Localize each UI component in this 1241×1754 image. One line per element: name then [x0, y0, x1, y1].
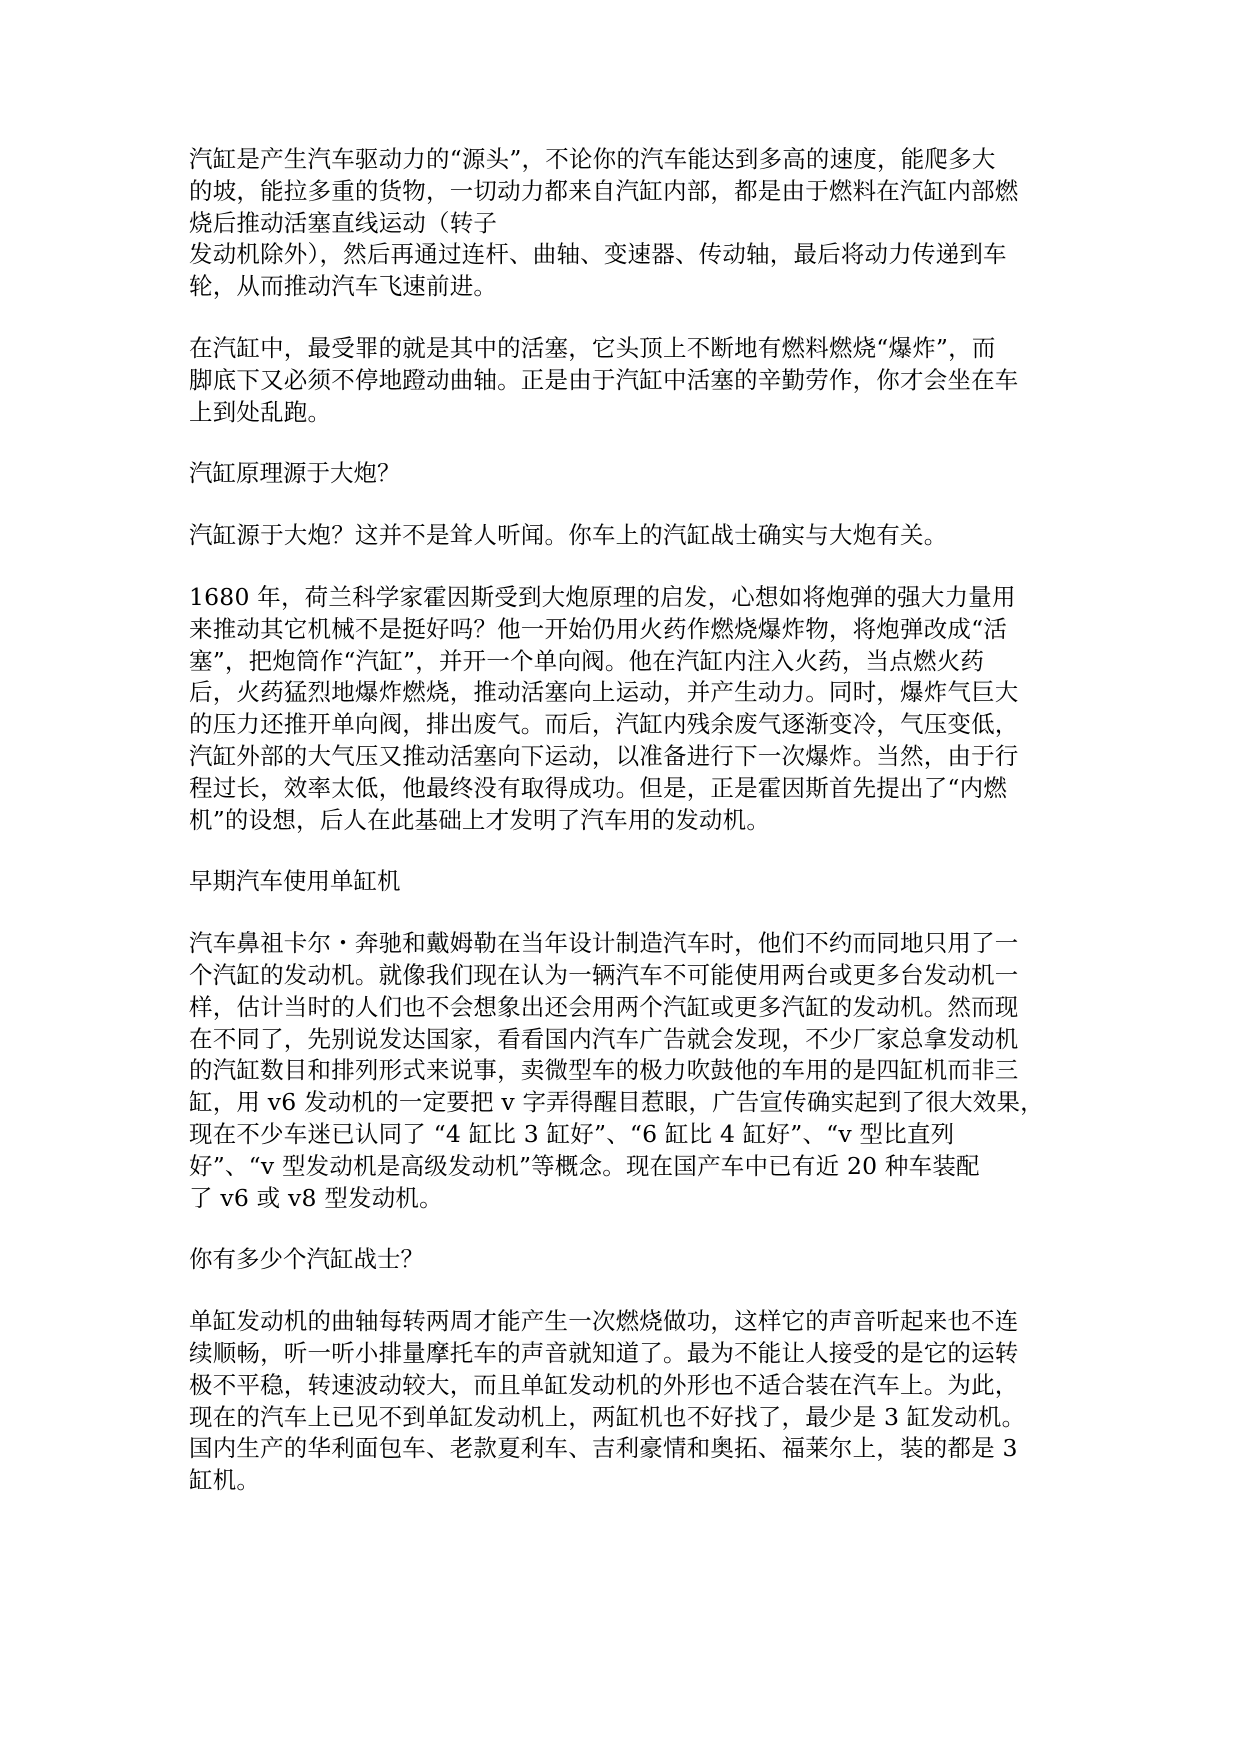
text-line: 上到处乱跑。	[189, 397, 332, 426]
paragraph-huygens-history	[189, 582, 1051, 836]
text-line: 汽缸是产生汽车驱动力的“源头”，不论你的汽车能达到多高的速度，能爬多大	[189, 145, 996, 173]
text-line: 塞”，把炮筒作“汽缸”，并开一个单向阀。他在汽缸内注入火药，当点燃火药	[189, 646, 985, 675]
text-line: 极不平稳，转速波动较大，而且单缸发动机的外形也不适合装在汽车上。为此，	[189, 1370, 1019, 1399]
text-line: 汽缸源于大炮？这并不是耸人听闻。你车上的汽缸战士确实与大炮有关。	[189, 521, 948, 550]
paragraph-single-cylinder-drawbacks	[189, 1306, 1051, 1497]
text-line: 汽车鼻祖卡尔・奔驰和戴姆勒在当年设计制造汽车时，他们不约而同地只用了一	[189, 929, 1019, 958]
section-heading-cannon-origin	[189, 458, 1051, 490]
paragraph-early-cars	[189, 928, 1051, 1214]
text-line: 样，估计当时的人们也不会想象出还会用两个汽缸或更多汽缸的发动机。然而现	[189, 992, 1019, 1021]
text-line: 机”的设想，后人在此基础上才发明了汽车用的发动机。	[189, 805, 771, 834]
text-line: 的压力还推开单向阀，排出废气。而后，汽缸内残余废气逐渐变冷，气压变低，	[189, 710, 1019, 739]
heading-text: 早期汽车使用单缸机	[189, 867, 401, 896]
text-line: 了 v6 或 v8 型发动机。	[189, 1183, 443, 1212]
text-line: 现在不少车迷已认同了 “4 缸比 3 缸好”、“6 缸比 4 缸好”、“v 型比直列	[189, 1119, 955, 1148]
text-line: 脚底下又必须不停地蹬动曲轴。正是由于汽缸中活塞的辛勤劳作，你才会坐在车	[189, 365, 1019, 394]
text-line: 续顺畅，听一听小排量摩托车的声音就知道了。最为不能让人接受的是它的运转	[189, 1338, 1019, 1367]
text-line: 程过长，效率太低，他最终没有取得成功。但是，正是霍因斯首先提出了“内燃	[189, 773, 1008, 802]
text-line: 好”、“v 型发动机是高级发动机”等概念。现在国产车中已有近 20 种车装配	[189, 1151, 980, 1180]
text-line: 1680 年，荷兰科学家霍因斯受到大炮原理的启发，心想如将炮弹的强大力量用	[189, 582, 1016, 611]
text-line: 发动机除外），然后再通过连杆、曲轴、变速器、传动轴，最后将动力传递到车	[189, 240, 1007, 269]
text-line: 在汽缸中，最受罪的就是其中的活塞，它头顶上不断地有燃料燃烧“爆炸”，而	[189, 333, 996, 362]
paragraph-cylinder-intro	[189, 144, 1051, 303]
section-heading-cylinder-count	[189, 1244, 1051, 1276]
text-line: 的坡，能拉多重的货物，一切动力都来自汽缸内部，都是由于燃料在汽缸内部燃	[189, 176, 1019, 205]
heading-text: 你有多少个汽缸战士？	[189, 1245, 424, 1274]
text-line: 个汽缸的发动机。就像我们现在认为一辆汽车不可能使用两台或更多台发动机一	[189, 960, 1019, 989]
text-line: 在不同了，先别说发达国家，看看国内汽车广告就会发现，不少厂家总拿发动机	[189, 1024, 1019, 1053]
paragraph-cannon-relation	[189, 520, 1051, 552]
section-heading-single-cylinder	[189, 866, 1051, 898]
text-line: 后，火药猛烈地爆炸燃烧，推动活塞向上运动，并产生动力。同时，爆炸气巨大	[189, 678, 1019, 707]
text-line: 单缸发动机的曲轴每转两周才能产生一次燃烧做功，这样它的声音听起来也不连	[189, 1307, 1019, 1336]
text-line: 缸，用 v6 发动机的一定要把 v 字弄得醒目惹眼，广告宣传确实起到了很大效果，	[189, 1088, 1044, 1117]
text-line: 缸机。	[189, 1466, 261, 1495]
text-line: 国内生产的华利面包车、老款夏利车、吉利豪情和奥拓、福莱尔上，装的都是 3	[189, 1434, 1018, 1463]
text-line: 汽缸外部的大气压又推动活塞向下运动，以准备进行下一次爆炸。当然，由于行	[189, 741, 1019, 770]
paragraph-piston	[189, 333, 1051, 428]
text-line: 轮，从而推动汽车飞速前进。	[189, 272, 498, 301]
text-line: 的汽缸数目和排列形式来说事，卖微型车的极力吹鼓他的车用的是四缸机而非三	[189, 1056, 1019, 1085]
document-body	[189, 144, 1051, 1527]
text-line: 烧后推动活塞直线运动（转子	[189, 208, 498, 237]
heading-text: 汽缸原理源于大炮？	[189, 459, 401, 488]
text-line: 来推动其它机械不是挺好吗？他一开始仍用火药作燃烧爆炸物，将炮弹改成“活	[189, 614, 1008, 643]
text-line: 现在的汽车上已见不到单缸发动机上，两缸机也不好找了，最少是 3 缸发动机。	[189, 1402, 1026, 1431]
